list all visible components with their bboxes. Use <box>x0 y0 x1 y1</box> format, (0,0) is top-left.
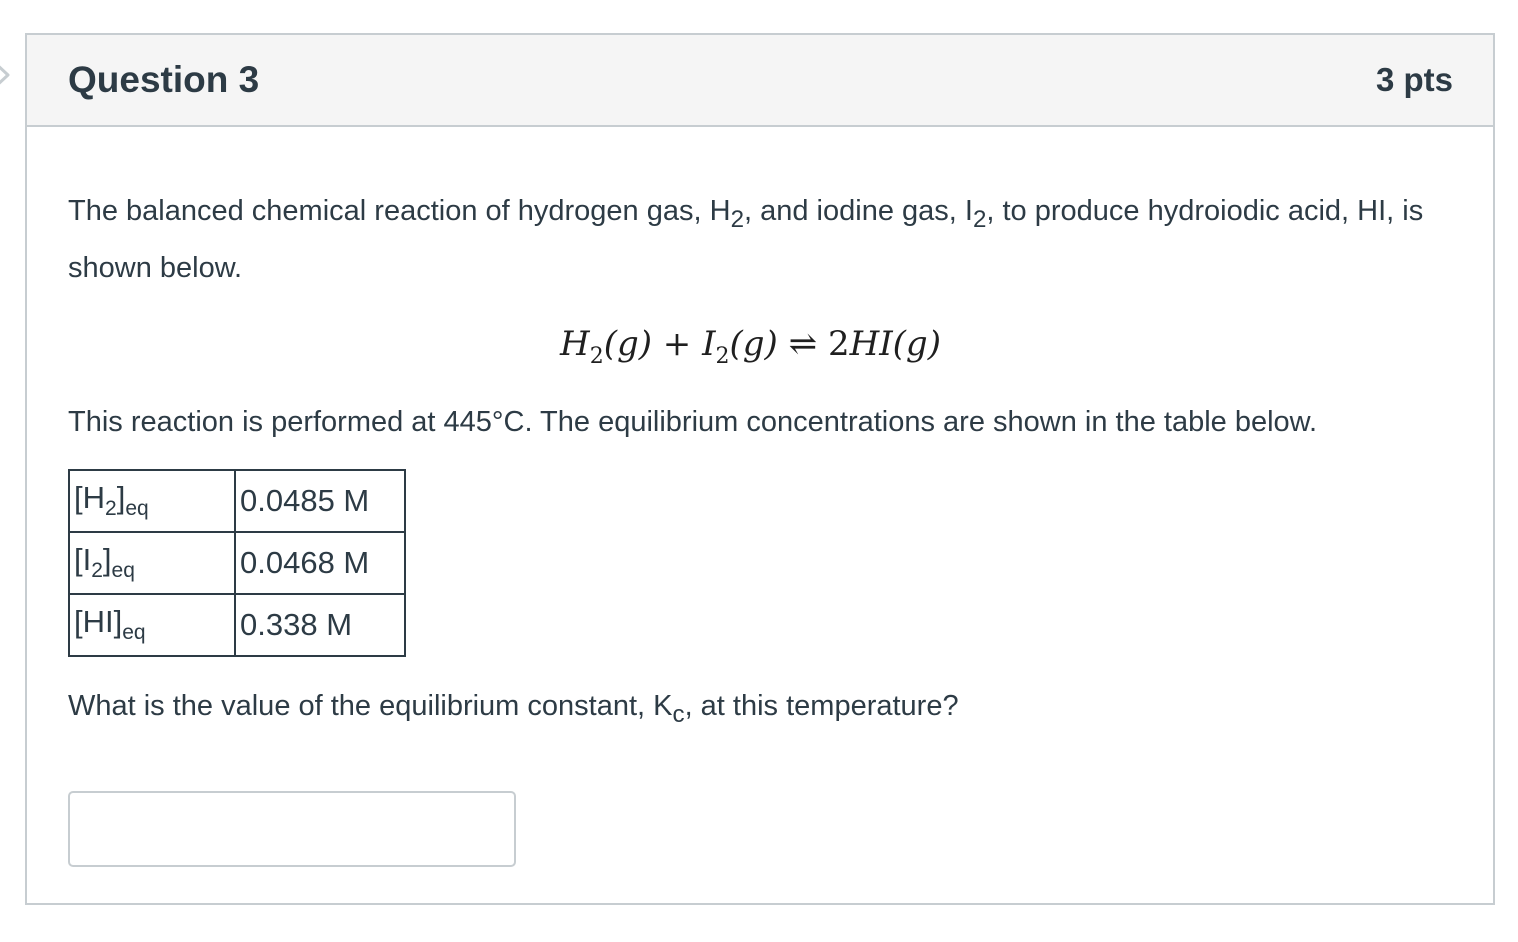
reaction-equation: $H_2(g) + I_2(g)$ ⇌ 2HI(g) <box>560 323 941 369</box>
question-points: 3 pts <box>1375 61 1453 98</box>
table-row <box>69 594 405 656</box>
concentration-value: 0.0468 M <box>235 532 405 594</box>
concentration-table <box>68 469 406 657</box>
question-prompt: What is the value of the equilibrium constant, $K_c$, at this temperature? <box>68 689 959 728</box>
table-row <box>69 532 405 594</box>
question-title: Question 3 <box>68 59 260 100</box>
question-intro-text: The balanced chemical reaction of hydrogen gas, $H_2$, and iodine gas, $I_2$, to produce hydroiodic acid, HI, is shown below. <box>68 195 1424 284</box>
question-card <box>25 33 1495 905</box>
answer-input[interactable] <box>68 791 516 867</box>
concentration-value: 0.338 M <box>235 594 405 656</box>
conditions-text: This reaction is performed at 445°C. The equilibrium concentrations are shown in the table below. <box>68 405 1318 438</box>
question-header <box>27 35 1493 127</box>
species-label: $[I_2]_{eq}$ <box>69 532 235 594</box>
table-row <box>69 470 405 532</box>
species-label: $[H_2]_{eq}$ <box>69 470 235 532</box>
equilibrium-arrow-icon: ⇌ <box>777 323 828 364</box>
question-flag-icon[interactable] <box>0 58 22 92</box>
species-label: $[HI]_{eq}$ <box>69 594 235 656</box>
question-body <box>68 127 1463 867</box>
concentration-value: 0.0485 M <box>235 470 405 532</box>
